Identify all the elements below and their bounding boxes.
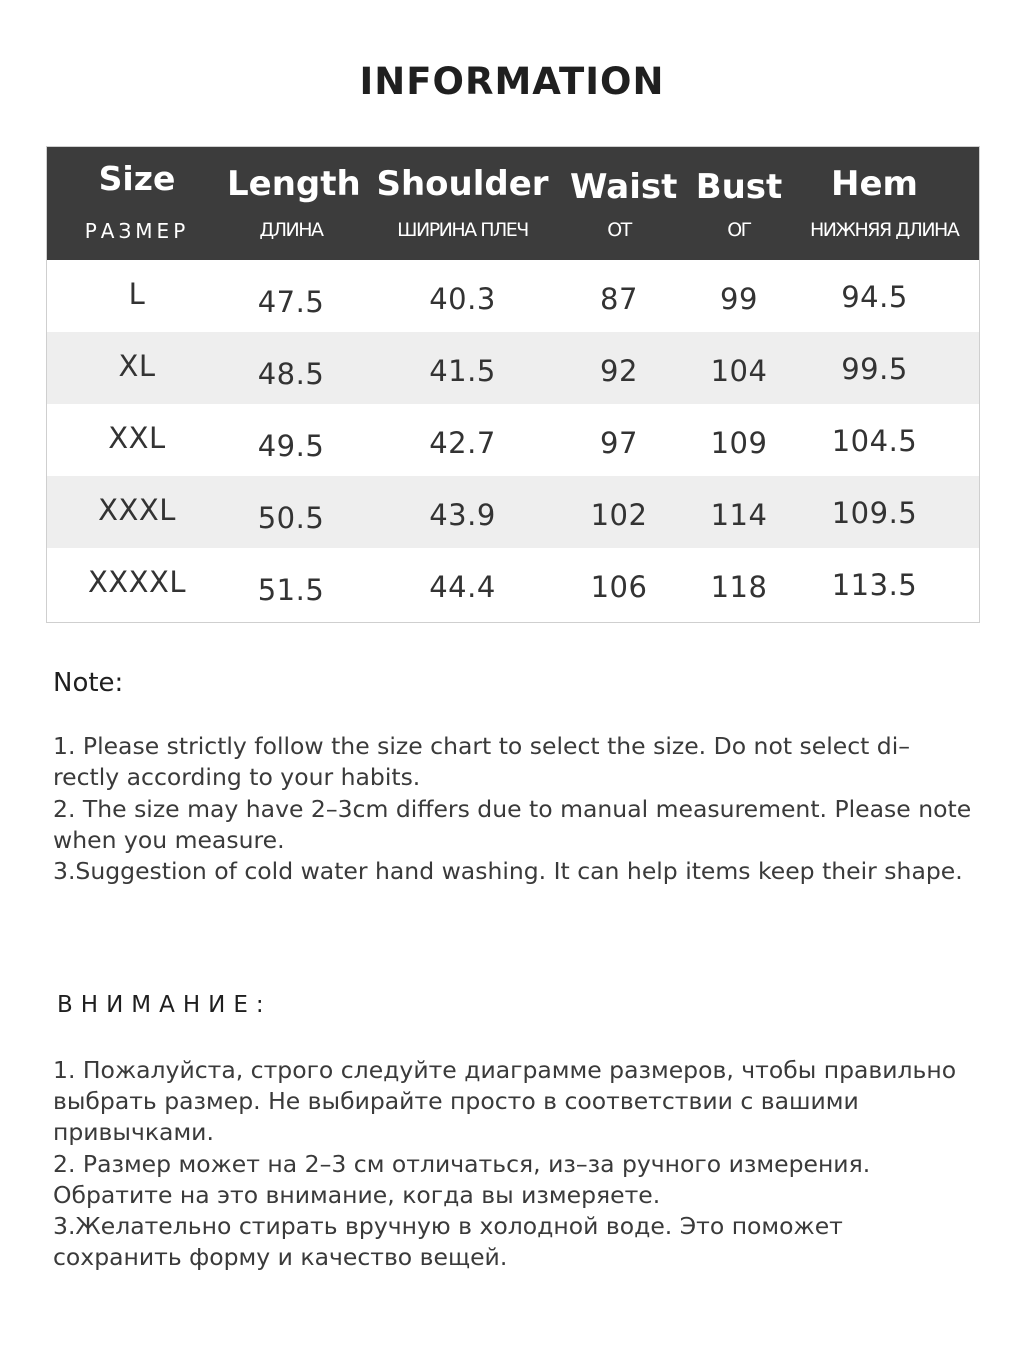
cell-waist xyxy=(570,476,668,548)
size-chart-table xyxy=(46,146,980,623)
cell-value: 104 xyxy=(710,354,768,388)
cell-value: 94.5 xyxy=(841,280,908,314)
cell-waist xyxy=(570,260,668,332)
cell-value: XXL xyxy=(108,421,166,455)
ru-note-item: 1. Пожалуйста, строго следуйте диаграмме размеров, чтобы правильно выбрать размер. Не выбирайте просто в соответствии с вашими привычками. xyxy=(53,1056,957,1147)
cell-value: 104.5 xyxy=(831,424,918,458)
table-header-row xyxy=(47,147,979,260)
cell-value: 87 xyxy=(600,282,638,316)
cell-bust xyxy=(668,404,810,476)
cell-size xyxy=(47,548,227,622)
cell-size xyxy=(47,260,227,332)
cell-size xyxy=(47,476,227,548)
table-row xyxy=(47,476,979,548)
column-header-sublabel: ДЛИНА xyxy=(259,219,323,241)
cell-value: 50.5 xyxy=(257,501,325,535)
cell-size xyxy=(47,404,227,476)
cell-waist xyxy=(570,548,668,622)
cell-value: XXXL xyxy=(98,493,176,527)
column-header-sublabel: РАЗМЕР xyxy=(84,219,190,243)
cell-value: XL xyxy=(118,349,156,383)
cell-bust xyxy=(668,332,810,404)
cell-length xyxy=(227,548,355,622)
cell-value: L xyxy=(128,277,146,311)
cell-value: 43.9 xyxy=(429,498,496,532)
column-header-length xyxy=(227,147,361,260)
ru-note-item: 3.Желательно стирать вручную в холодной воде. Это поможет сохранить форму и качество вещей. xyxy=(53,1212,843,1272)
column-header-bust xyxy=(668,147,810,260)
note-item: 1. Please strictly follow the size chart to select the size. Do not select di–rectly according to your habits. xyxy=(53,732,911,792)
ru-note-list xyxy=(53,1055,973,1273)
cell-length xyxy=(227,260,355,332)
cell-value: 97 xyxy=(600,426,638,460)
column-header-label: Length xyxy=(227,164,361,204)
cell-bust xyxy=(668,260,810,332)
table-row xyxy=(47,332,979,404)
cell-length xyxy=(227,404,355,476)
cell-shoulder xyxy=(355,332,570,404)
table-row xyxy=(47,404,979,476)
cell-bust xyxy=(668,548,810,622)
cell-hem xyxy=(810,332,939,404)
cell-waist xyxy=(570,332,668,404)
column-header-hem xyxy=(810,147,959,260)
column-header-shoulder xyxy=(355,147,570,260)
cell-bust xyxy=(668,476,810,548)
column-header-label: Hem xyxy=(831,164,918,204)
table-row xyxy=(47,548,979,622)
cell-value: 48.5 xyxy=(257,357,325,391)
cell-value: 40.3 xyxy=(429,282,496,316)
ru-note-item: 2. Размер может на 2–3 см отличаться, из–за ручного измерения. Обратите на это внимание, когда вы измеряете. xyxy=(53,1149,871,1209)
cell-value: 106 xyxy=(590,570,648,604)
cell-shoulder xyxy=(355,260,570,332)
ru-note-heading: ВНИМАНИЕ: xyxy=(57,992,272,1018)
column-header-sublabel: ОГ xyxy=(727,219,751,241)
cell-value: 102 xyxy=(590,498,648,532)
note-heading: Note: xyxy=(53,668,124,698)
cell-shoulder xyxy=(355,476,570,548)
cell-value: 47.5 xyxy=(257,285,325,319)
cell-value: 109 xyxy=(710,426,768,460)
cell-value: 51.5 xyxy=(257,573,325,607)
column-header-size xyxy=(47,147,227,260)
table-body xyxy=(47,260,979,622)
cell-value: 41.5 xyxy=(429,354,496,388)
column-header-sublabel: НИЖНЯЯ ДЛИНА xyxy=(810,219,959,241)
column-header-label: Waist xyxy=(570,167,678,207)
table-row xyxy=(47,260,979,332)
cell-length xyxy=(227,476,355,548)
cell-hem xyxy=(810,260,939,332)
page-title: INFORMATION xyxy=(359,60,665,103)
cell-shoulder xyxy=(355,404,570,476)
cell-value: 92 xyxy=(600,354,638,388)
cell-size xyxy=(47,332,227,404)
note-item: 3.Suggestion of cold water hand washing. It can help items keep their shape. xyxy=(53,857,963,886)
column-header-label: Shoulder xyxy=(376,164,549,204)
column-header-sublabel: ОТ xyxy=(607,219,631,241)
column-header-label: Size xyxy=(98,159,176,198)
cell-waist xyxy=(570,404,668,476)
column-header-sublabel: ШИРИНА ПЛЕЧ xyxy=(397,219,528,241)
cell-value: 44.4 xyxy=(429,570,496,604)
cell-hem xyxy=(810,404,939,476)
cell-shoulder xyxy=(355,548,570,622)
cell-value: XXXXL xyxy=(87,565,187,599)
cell-value: 99.5 xyxy=(841,352,908,386)
cell-value: 114 xyxy=(710,498,768,532)
note-list xyxy=(53,731,973,887)
cell-length xyxy=(227,332,355,404)
cell-hem xyxy=(810,548,939,622)
column-header-waist xyxy=(570,147,678,260)
cell-value: 49.5 xyxy=(257,429,325,463)
cell-value: 42.7 xyxy=(429,426,496,460)
cell-hem xyxy=(810,476,939,548)
column-header-label: Bust xyxy=(695,167,783,207)
cell-value: 99 xyxy=(720,282,758,316)
cell-value: 118 xyxy=(710,570,768,604)
note-item: 2. The size may have 2–3cm differs due to manual measurement. Please note when you measure. xyxy=(53,794,972,854)
cell-value: 109.5 xyxy=(831,496,918,530)
cell-value: 113.5 xyxy=(831,568,918,602)
